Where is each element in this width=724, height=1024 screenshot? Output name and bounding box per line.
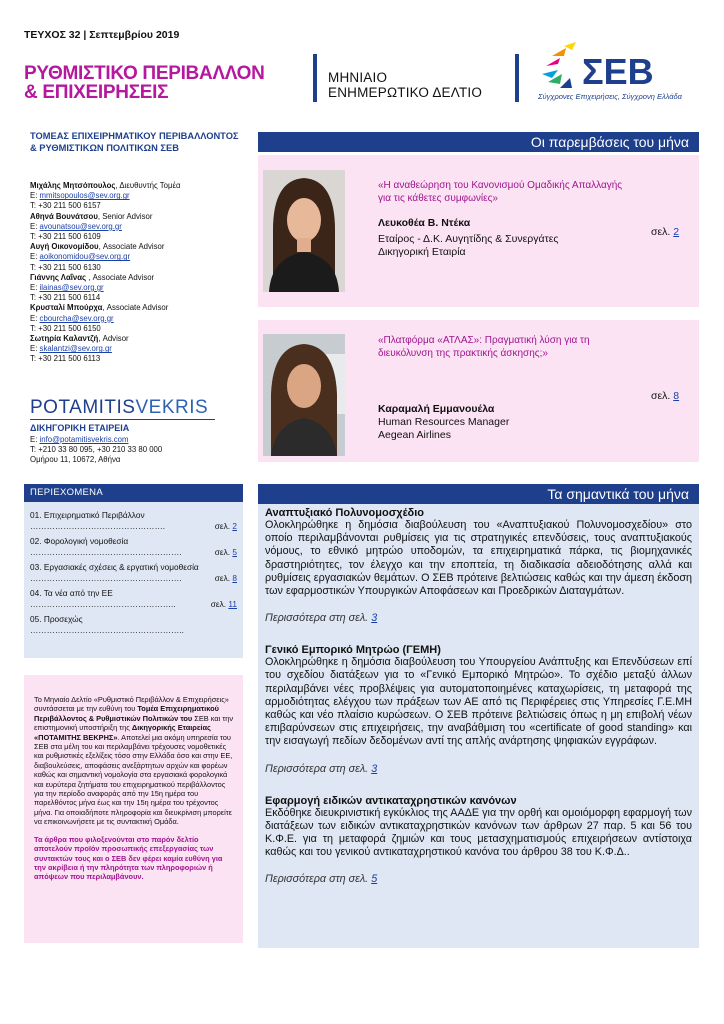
contact-phone: T: +30 211 500 6114 — [30, 293, 101, 303]
contact-name: Κρυσταλί Μπούρχα — [30, 303, 103, 313]
speaker-org-1 — [378, 233, 628, 259]
contact-email-link[interactable]: avounatsou@sev.org.gr — [39, 221, 122, 231]
toc-dots: …………………………………………….. — [30, 598, 176, 609]
newsletter-title-line2: & ΕΠΙΧΕΙΡΗΣΕΙΣ — [24, 82, 169, 103]
contact-name-line — [30, 303, 245, 313]
page-label: σελ. — [651, 226, 674, 238]
toc-page-ref — [215, 573, 237, 584]
contact-name-line — [30, 273, 245, 283]
contact-name: Γιάννης Λαΐνας — [30, 272, 87, 282]
contact-name-line — [30, 212, 245, 222]
sev-logo-text: ΣΕΒ — [582, 51, 654, 92]
contact-phone: T: +30 211 500 6109 — [30, 232, 101, 242]
partner-subtitle: ΔΙΚΗΓΟΡΙΚΗ ΕΤΑΙΡΕΙΑ — [30, 423, 130, 433]
newsletter-type-line2: ΕΝΗΜΕΡΩΤΙΚΟ ΔΕΛΤΙΟ — [328, 85, 483, 100]
highlight-body: Ολοκληρώθηκε η δημόσια διαβούλευση του Υπουργείου Ανάπτυξης και Επενδύσεων επί του σχεδίου διατάξεων για το «Γενικό Εμπορικό Μητρώο». Το σχέδιο μεταξύ άλλων περιλαμβάνει νέες προβλέψεις για αυτοματοποιημένες καταχωρίσεις, τη μεταφορά της αρμοδιότητας ελέγχου των πράξεων των ΑΕ από τις Περιφέρειες στις Υπηρεσίες Γ.Ε.ΜΗ καθώς και νέο πλαίσιο κυρώσεων. Ο ΣΕΒ πρότεινε βελτιώσεις όπως η μη επιβολή νέων επιβαρύνσεων στις επιχειρήσεις, την αναβάθμιση του «certificate of good standing» και την εισαγωγή πεδίων δεδομένων αντί της απλής ανάρτησης ψηφιακών εγγράφων. — [265, 656, 692, 748]
toc-item-label: 01. Επιχειρηματικό Περιβάλλον — [30, 510, 145, 520]
toc-title: ΠΕΡΙΕΧΟΜΕΝΑ — [24, 484, 243, 502]
contact-phone: T: +30 211 500 6130 — [30, 262, 101, 272]
contact-email-link[interactable]: aoikonomidou@sev.org.gr — [39, 252, 131, 262]
toc-item-label: 05. Προσεχώς — [30, 614, 83, 624]
contact-name: Αυγή Οικονομίδου — [30, 242, 99, 252]
intervention-quote-2: «Πλατφόρμα «ΑΤΛΑΣ»: Πραγματική λύση για τη διευκόλυνση της πρακτικής άσκησης;» — [378, 335, 590, 359]
contact-name-line — [30, 334, 245, 344]
header-divider-right — [515, 54, 519, 102]
highlight-item — [265, 644, 692, 774]
contact-email-prefix: E: — [30, 283, 40, 293]
contact-email-line — [30, 252, 245, 262]
partner-phone: T: +210 33 80 095, +30 210 33 80 000 — [30, 445, 163, 455]
interventions-header: Οι παρεμβάσεις του μήνα — [258, 132, 699, 152]
highlight-body: Ολοκληρώθηκε η δημόσια διαβούλευση του «Αναπτυξιακού Πολυνομοσχεδίου» στο οποίο περιλαμβάνονται ρυθμίσεις για τις στρατηγικές επενδύσεις, τους αναπτυξιακούς νόμους, το εθνικό μητρώο υποδομών, τα επιχειρηματικά πάρκα, τις βιομηχανικές δραστηριότητες, τον έλεγχο και την εποπτεία, τη διαδικασία αδειοδότησης αλλά και ρυθμίσεις εργασιακών θεμάτων. Ο ΣΕΒ πρότεινε βελτιώσεις καθώς και την άμεση έκδοση των εφαρμοστικών Υπουργικών Αποφάσεων και Προεδρικών Διαταγμάτων. — [265, 519, 692, 598]
toc-page-label: σελ. — [214, 572, 233, 583]
highlight-item — [265, 507, 692, 624]
disclaimer-text-mid: ΣΕΒ και την επιστημονική υποστήριξη της — [34, 713, 234, 733]
speaker-org-1-line2: Δικηγορική Εταιρία — [378, 246, 466, 258]
toc-item-leader — [30, 573, 237, 584]
highlight-more — [265, 612, 692, 624]
highlight-title: Αναπτυξιακό Πολυνομοσχέδιο — [265, 507, 424, 519]
contact-entry — [30, 334, 245, 365]
contact-email-link[interactable]: skalantzi@sev.org.gr — [39, 344, 112, 354]
intervention-page-link-2[interactable]: 8 — [673, 390, 680, 402]
disclaimer-box — [24, 675, 243, 943]
toc-page-ref — [215, 547, 237, 558]
partner-divider — [30, 419, 215, 420]
partner-address: Ομήρου 11, 10672, Αθήνα — [30, 455, 121, 465]
partner-logo-part1: POTAMITIS — [30, 397, 136, 418]
issue-line: ΤΕΥΧΟΣ 32 | Σεπτεμβρίου 2019 — [24, 29, 180, 41]
contact-email-link[interactable]: ilainas@sev.org.gr — [39, 283, 104, 293]
contact-entry — [30, 212, 245, 243]
contact-email-line — [30, 191, 245, 201]
toc-item[interactable] — [30, 510, 237, 531]
intervention-page-link-1[interactable]: 2 — [673, 226, 680, 238]
highlight-more — [265, 763, 692, 775]
toc-page-label: σελ. — [214, 520, 233, 531]
contact-email-prefix: E: — [30, 191, 40, 201]
highlight-title: Γενικό Εμπορικό Μητρώο (ΓΕΜΗ) — [265, 644, 441, 657]
partner-info — [30, 435, 162, 466]
highlights-header: Τα σημαντικά του μήνα — [258, 484, 699, 504]
contact-email-line — [30, 222, 245, 232]
highlight-more — [265, 873, 692, 885]
speaker-name-2: Καραμαλή Εμμανουέλα — [378, 403, 495, 415]
toc-item[interactable] — [30, 562, 237, 583]
toc-page-link[interactable]: 2 — [232, 520, 237, 531]
department-title: ΤΟΜΕΑΣ ΕΠΙΧΕΙΡΗΜΑΤΙΚΟΥ ΠΕΡΙΒΑΛΛΟΝΤΟΣ & ΡΥΘΜΙΣΤΙΚΩΝ ΠΟΛΙΤΙΚΩΝ ΣΕΒ — [30, 131, 239, 153]
contact-role: , Διευθυντής Τομέα — [115, 181, 181, 190]
contact-phone: T: +30 211 500 6150 — [30, 323, 101, 333]
potamitis-vekris-logo — [30, 397, 208, 419]
contact-name: Αθηνά Βουνάτσου — [30, 211, 98, 221]
toc-dots: ………………………………………………. — [30, 546, 182, 557]
speaker-org-2 — [378, 416, 628, 442]
toc-item[interactable] — [30, 536, 237, 557]
disclaimer-text-start: Το Μηνιαίο Δελτίο «Ρυθμιστικό Περιβάλλον & Επιχειρήσεις» συντάσσεται με την ευθύνη του — [34, 695, 229, 714]
contact-phone: T: +30 211 500 6157 — [30, 201, 101, 211]
toc-page-link[interactable]: 8 — [232, 572, 237, 583]
toc-item[interactable] — [30, 614, 237, 635]
contact-role: , Senior Advisor — [97, 211, 153, 221]
toc-item-label: 04. Τα νέα από την ΕΕ — [30, 588, 113, 598]
contact-entry — [30, 181, 245, 212]
intervention-page-ref-2 — [651, 390, 679, 402]
partner-email-prefix: E: — [30, 435, 40, 444]
contact-name-line — [30, 181, 245, 191]
header-divider-left — [313, 54, 317, 102]
highlight-more-label: Περισσότερα στη σελ. — [265, 873, 372, 886]
newsletter-title — [24, 64, 265, 102]
disclaimer-text — [34, 695, 235, 827]
toc-dots: ………………………………………………. — [30, 572, 182, 583]
contact-email-link[interactable]: mmitsopoulos@sev.org.gr — [39, 191, 130, 201]
newsletter-type-line1: ΜΗΝΙΑΙΟ — [328, 70, 388, 85]
contact-email-prefix: E: — [30, 252, 40, 262]
highlight-body: Εκδόθηκε διευκρινιστική εγκύκλιος της ΑΑΔΕ για την ορθή και ομοιόμορφη εφαρμογή των διατάξεων των ειδικών αντικαταχρηστικών κανόνων των άρθρων 27 παρ. 5 και 56 του Κ.Φ.Ε. για τη μεταφορά ζημιών και τους μετασχηματισμούς επιχειρήσεων αντίστοιχα καθώς και του γενικού αντικαταχρηστικού κανόνα του άρθρου 38 του Κ.Φ.Δ.. — [265, 806, 692, 859]
contact-entry — [30, 242, 245, 273]
disclaimer-text-bold2: Δικηγορικής Εταιρείας «ΠΟΤΑΜΙΤΗΣ ΒΕΚΡΗΣ» — [34, 723, 211, 742]
partner-email-link[interactable]: info@potamitisvekris.com — [39, 435, 129, 444]
contact-name: Σωτηρία Καλαντζή — [30, 334, 99, 344]
toc-item-leader — [30, 547, 237, 558]
contacts-list — [30, 181, 245, 365]
toc-item[interactable] — [30, 588, 237, 609]
highlight-item — [265, 795, 692, 886]
toc-item-leader — [30, 521, 237, 532]
highlight-page-link[interactable]: 3 — [371, 612, 378, 625]
toc-page-ref — [215, 521, 237, 532]
partner-logo-part2: VEKRIS — [135, 397, 209, 418]
highlight-title: Εφαρμογή ειδικών αντικαταχρηστικών κανόνων — [265, 794, 517, 807]
disclaimer-text-bold1: Τομέα Επιχειρηματικού Περιβάλλοντος & Ρυθμιστικών Πολιτικών του — [34, 704, 219, 723]
contact-email-prefix: E: — [30, 344, 40, 354]
toc-page-label: σελ. — [210, 598, 229, 609]
intervention-quote-1: «Η αναθεώρηση του Κανονισμού Ομαδικής Απαλλαγής για τις κάθετες συμφωνίες» — [378, 180, 623, 204]
contact-role: , Associate Advisor — [98, 242, 165, 252]
contact-phone: T: +30 211 500 6113 — [30, 354, 101, 364]
sev-logo-mark-icon — [542, 42, 576, 88]
toc-item-leader — [30, 625, 237, 636]
page-label: σελ. — [651, 390, 674, 402]
highlight-more-label: Περισσότερα στη σελ. — [265, 612, 372, 625]
speaker-photo-2 — [263, 334, 345, 456]
speaker-photo-1 — [263, 170, 345, 292]
toc-dots: …………………………………………. — [30, 520, 166, 531]
toc-page-link[interactable]: 11 — [228, 598, 237, 609]
speaker-org-2-line2: Aegean Airlines — [378, 429, 451, 441]
highlight-page-link[interactable]: 5 — [371, 873, 378, 886]
toc-item-label: 02. Φορολογική νομοθεσία — [30, 536, 129, 546]
toc-page-link[interactable]: 5 — [232, 546, 237, 557]
contact-role: , Associate Advisor — [102, 303, 169, 313]
contact-email-prefix: E: — [30, 221, 40, 231]
sev-tagline: Σύγχρονες Επιχειρήσεις, Σύγχρονη Ελλάδα — [538, 92, 682, 101]
contact-role: , Associate Advisor — [86, 272, 155, 282]
disclaimer-note: Τα άρθρα που φιλοξενούνται στο παρόν δελτίο αποτελούν προϊόν προσωπικής επεξεργασίας των συντακτών τους και ο ΣΕΒ δεν φέρει καμία ευθύνη για την ακρίβεια ή την πληρότητα των πληροφοριών ή απόψεων που περιλαμβάνουν. — [34, 834, 223, 882]
contact-email-line — [30, 314, 245, 324]
toc-page-ref — [211, 599, 237, 610]
highlights-list — [258, 504, 699, 948]
speaker-org-1-line1: Εταίρος - Δ.Κ. Αυγητίδης & Συνεργάτες — [378, 233, 559, 245]
sev-logo — [538, 40, 698, 100]
speaker-name-1: Λευκοθέα Β. Ντέκα — [378, 217, 471, 229]
table-of-contents — [24, 502, 243, 658]
contact-email-line — [30, 283, 245, 293]
intervention-page-ref-1 — [651, 226, 679, 238]
highlight-more-label: Περισσότερα στη σελ. — [265, 762, 372, 775]
toc-dots: ……………………………………………….. — [30, 624, 184, 635]
contact-email-link[interactable]: cbourcha@sev.org.gr — [39, 313, 114, 323]
contact-email-prefix: E: — [30, 313, 40, 323]
toc-item-label: 03. Εργασιακές σχέσεις & εργατική νομοθεσία — [30, 562, 199, 572]
highlight-page-link[interactable]: 3 — [371, 762, 378, 775]
contact-role: , Advisor — [98, 334, 129, 344]
contact-name-line — [30, 242, 245, 252]
toc-page-label: σελ. — [214, 546, 233, 557]
contact-entry — [30, 303, 245, 334]
speaker-org-2-line1: Human Resources Manager — [378, 416, 510, 428]
partner-email-line — [30, 435, 162, 445]
newsletter-title-line1: ΡΥΘΜΙΣΤΙΚΟ ΠΕΡΙΒΑΛΛΟΝ — [24, 63, 265, 84]
disclaimer-text-end: . Αποτελεί μια ακόμη υπηρεσία του ΣΕΒ στα μέλη του και περιλαμβάνει τρέχουσες νομοθετικές και ρυθμιστικές εξελίξεις τόσο στην Ελλάδα όσο και στην ΕΕ, διαβουλεύσεις, αποφάσεις ανεξάρτητων αρχών και φορέων καθώς και σημαντική νομολογία στα εργασιακά φορολογικά και ευρύτερα ζητήματα του επιχειρηματικού περιβάλλοντος για την περίοδο αναφοράς από την 15η ημέρα του παρελθόντος μήνα έως και την 15η ημέρα του τρέχοντος μήνα. Για οποιαδήποτε πληροφορία και διευκρίνιση μπορείτε να επικοινωνήσετε με τις συντακτική Ομάδα. — [34, 732, 233, 827]
contact-email-line — [30, 344, 245, 354]
contact-name: Μιχάλης Μητσόπουλος — [30, 181, 116, 190]
contact-entry — [30, 273, 245, 304]
newsletter-type — [328, 70, 482, 100]
toc-item-leader — [30, 599, 237, 610]
